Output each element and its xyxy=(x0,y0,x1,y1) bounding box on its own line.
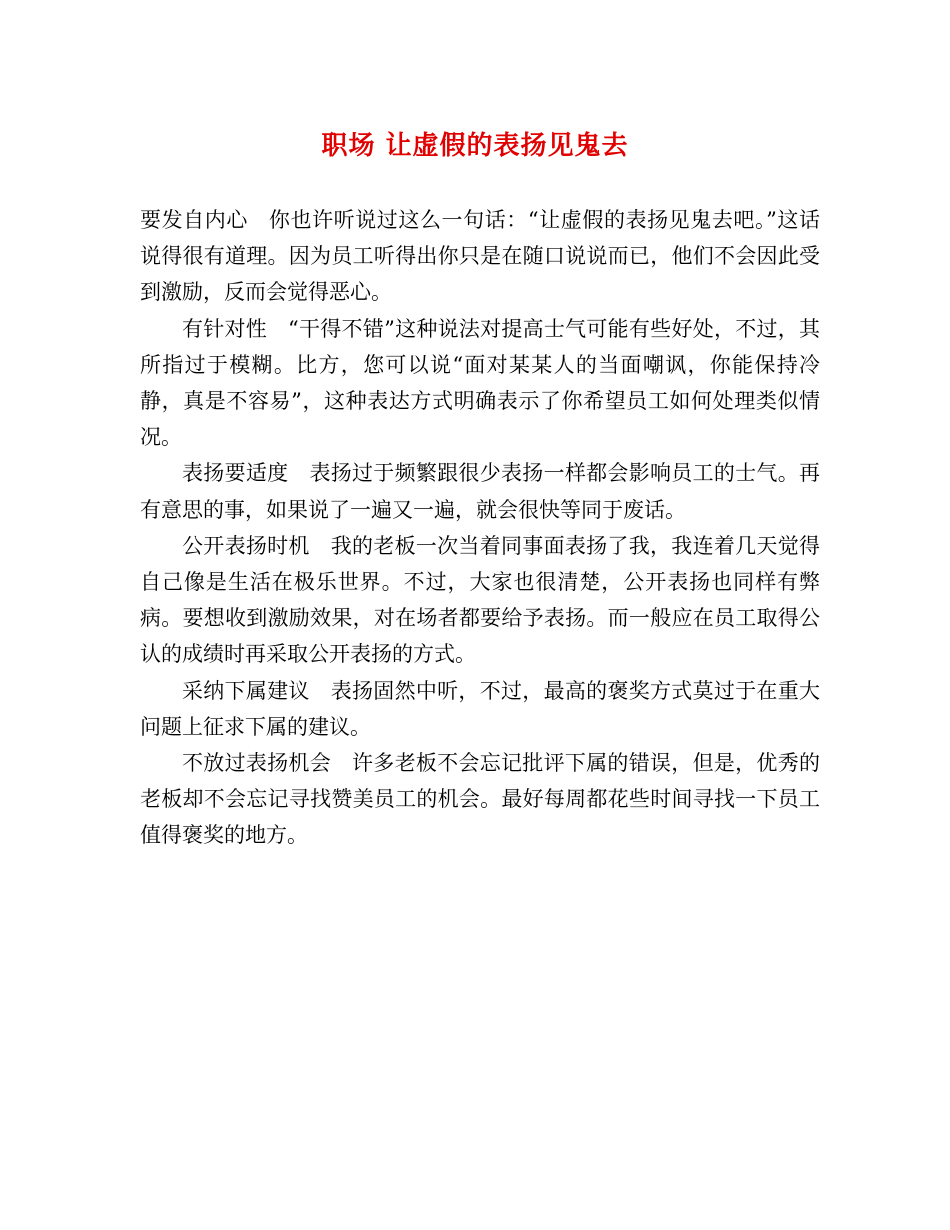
paragraph-every-chance xyxy=(140,745,820,854)
paragraph-heading: 表扬要适度 xyxy=(182,461,289,486)
paragraph-text: 表扬过于频繁跟很少表扬一样都会影响员工的士气。再有意思的事，如果说了一遍又一遍，就会很快等同于废话。 xyxy=(140,461,821,522)
paragraph-moderate xyxy=(140,455,820,527)
paragraph-adopt-suggestions xyxy=(140,673,820,745)
paragraph-sincere xyxy=(140,202,820,311)
paragraph-text: 许多老板不会忘记批评下属的错误，但是，优秀的老板却不会忘记寻找赞美员工的机会。最好每周都花些时间寻找一下员工值得褒奖的地方。 xyxy=(140,751,820,848)
document-body xyxy=(140,202,820,854)
paragraph-heading: 不放过表扬机会 xyxy=(182,751,331,776)
paragraph-public-praise xyxy=(140,528,820,673)
document-title: 职场 让虚假的表扬见鬼去 xyxy=(321,131,629,161)
paragraph-text: “干得不错”这种说法对提高士气可能有些好处，不过，其所指过于模糊。比方，您可以说“面对某某人的当面嘲讽，你能保持冷静，真是不容易”，这种表达方式明确表示了你希望员工如何处理类似情况。 xyxy=(140,316,820,450)
paragraph-text: 表扬固然中听，不过，最高的褒奖方式莫过于在重大问题上征求下属的建议。 xyxy=(140,678,821,739)
paragraph-text: 你也许听说过这么一句话：“让虚假的表扬见鬼去吧。”这话说得很有道理。因为员工听得出你只是在随口说说而已，他们不会因此受到激励，反而会觉得恶心。 xyxy=(140,208,820,305)
paragraph-heading: 采纳下属建议 xyxy=(182,678,310,703)
paragraph-specific xyxy=(140,311,820,456)
paragraph-heading: 要发自内心 xyxy=(140,208,248,232)
paragraph-text: 我的老板一次当着同事面表扬了我，我连着几天觉得自己像是生活在极乐世界。不过，大家也很清楚，公开表扬也同样有弊病。要想收到激励效果，对在场者都要给予表扬。而一般应在员工取得公认的成绩时再采取公开表扬的方式。 xyxy=(140,533,821,667)
paragraph-heading: 有针对性 xyxy=(182,316,268,341)
paragraph-heading: 公开表扬时机 xyxy=(182,533,310,558)
